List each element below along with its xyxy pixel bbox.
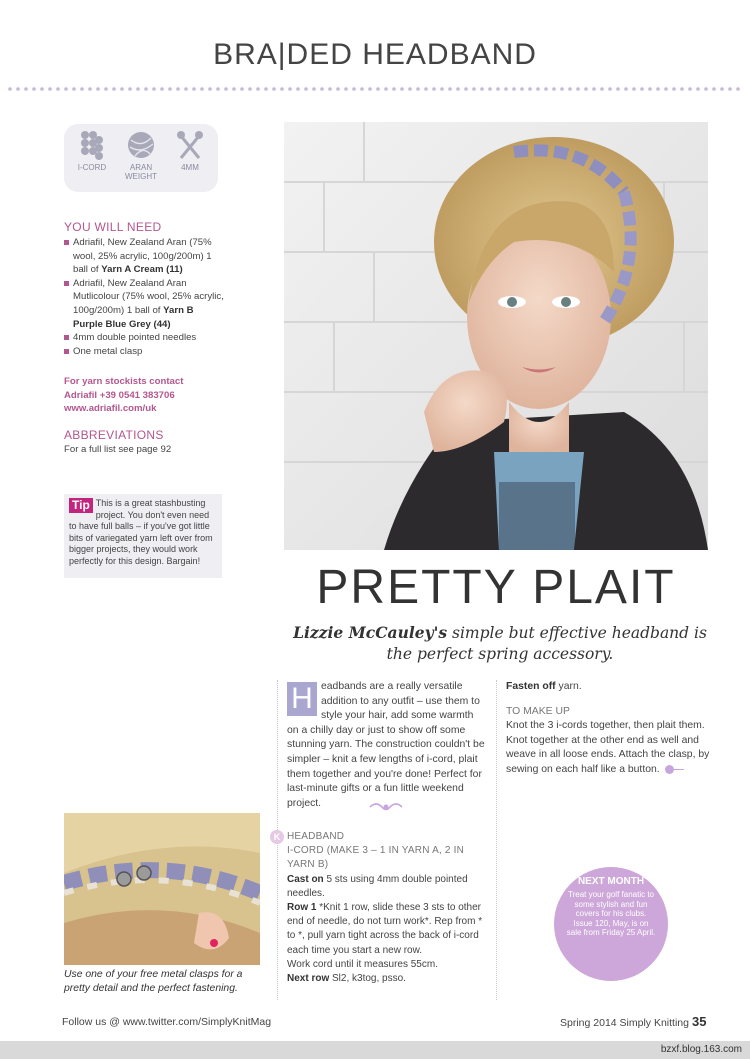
list-item: 4mm double pointed needles (64, 331, 224, 345)
tip-label: Tip (69, 498, 93, 513)
next-month-title: NEXT MONTH (577, 876, 645, 887)
pattern-instructions: HEADBAND I-CORD (MAKE 3 – 1 IN YARN A, 2 IN YARN B) Cast on 5 sts using 4mm double pointed needles. Row 1 *Knit 1 row, slide these 3 sts to other end of needle, do not turn work*. Rep from * to *, pull yarn tight across the back of i-cord each time you start a new row. Work cord until it measures 55cm. Next row Sl2, k3tog, psso. (287, 830, 487, 986)
tip-box (64, 494, 222, 578)
stockists-info: For yarn stockists contact Adriafil +39 0541 383706 www.adriafil.com/uk (64, 375, 224, 416)
footer-twitter-link[interactable]: Follow us @ www.twitter.com/SimplyKnitMag (62, 1016, 272, 1028)
abbreviations-heading: ABBREVIATIONS (64, 428, 164, 442)
bottom-bar (0, 1041, 750, 1059)
swirl-ornament-icon (366, 800, 406, 814)
watermark: bzxf.blog.163.com (660, 1044, 742, 1055)
intro-paragraph: H eadbands are a really versatile addition to any outfit – use them to style your hair, add some warmth on a chilly day or just to show off some stunning yarn. The construction couldn't be simpler – knit a few lengths of i-cord, plait them together and you're done! Perfect for last-minute gifts or a fun little weekend project. (287, 681, 485, 809)
article-headline: PRETTY PLAIT (316, 561, 676, 614)
clasp-detail-photo (64, 813, 260, 965)
page-number: 35 (692, 1014, 707, 1029)
drop-cap: H (287, 682, 317, 716)
next-month-badge (554, 867, 668, 981)
abbreviations-text: For a full list see page 92 (64, 444, 172, 455)
pattern-info-badge (64, 124, 218, 192)
pattern-heading: HEADBAND (287, 831, 345, 842)
materials-list (64, 236, 224, 358)
make-up-heading: TO MAKE UP (506, 705, 570, 717)
needles-icon: 4MM (168, 130, 212, 172)
stockist-link[interactable]: www.adriafil.com/uk (64, 403, 157, 415)
dotted-divider (6, 86, 744, 92)
end-mark-icon (665, 765, 674, 774)
photo-caption: Use one of your free metal clasps for a pretty detail and the perfect fastening. (64, 969, 243, 994)
yarn-ball-icon: ARAN WEIGHT (119, 130, 163, 181)
footer-issue: Spring 2014 Simply Knitting 35 (560, 1014, 707, 1029)
standfirst: Lizzie McCauley's simple but effective headband is the perfect spring accessory. (293, 623, 707, 663)
list-item: Adriafil, New Zealand Aran (75% wool, 25% acrylic, 100g/200m) 1 ball of Yarn A Cream (11) (64, 236, 224, 277)
pattern-subheading: I-CORD (MAKE 3 – 1 IN YARN A, 2 IN YARN B) (287, 845, 465, 871)
main-photo (284, 122, 708, 550)
finishing-instructions: Fasten off yarn. TO MAKE UP Knot the 3 i-cords together, then plait them. Knot together at the other end as well and weave in all loose ends. Attach the clasp, by sewing on each half like a button. (506, 680, 716, 778)
page-title: BRA|DED HEADBAND (213, 38, 537, 71)
i-cord-icon: I-CORD (70, 130, 114, 172)
you-will-need-heading: YOU WILL NEED (64, 220, 162, 234)
tip-text: This is a great stashbusting project. You don't even need to have full balls – if you've got little bits of variegated yarn left over from bigger projects, they would work perfectly for this design. Bargain! (69, 498, 213, 566)
next-month-text: Treat your golf fanatic to some stylish and fun covers for his clubs. Issue 120, May, is on sale from Friday 25 April. (566, 890, 656, 937)
list-item: Adriafil, New Zealand Aran Mutlicolour (75% wool, 25% acrylic, 100g/200m) 1 ball of Yarn B Purple Blue Grey (44) (64, 277, 224, 331)
column-divider (496, 680, 497, 1000)
knit-badge-icon: K (270, 830, 284, 844)
list-item: One metal clasp (64, 345, 224, 359)
